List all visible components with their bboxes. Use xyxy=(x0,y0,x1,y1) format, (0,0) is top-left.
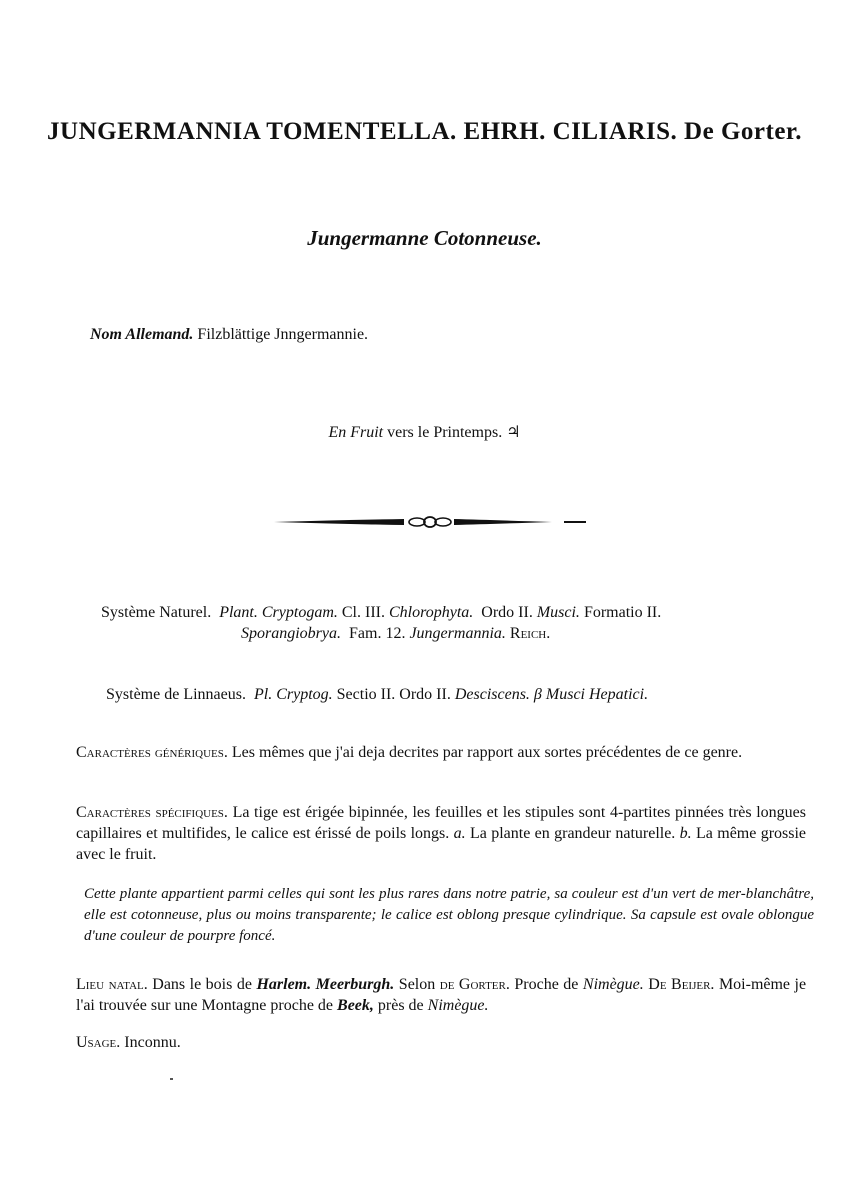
french-common-name: Jungermanne Cotonneuse. xyxy=(307,226,542,250)
ln-harlem: Harlem. Meerburgh. xyxy=(256,976,395,993)
sn-formatio: Formatio II. xyxy=(583,604,662,621)
systeme-linnaeus-label: Système de Linnaeus. xyxy=(106,686,246,703)
sn-musci: Musci. xyxy=(536,604,580,621)
sn-plant: Plant. Cryptogam. xyxy=(219,604,338,621)
fruit-label: En Fruit xyxy=(328,424,384,441)
sl-beta: β xyxy=(533,686,542,703)
sl-musci-hepatici: Musci Hepatici. xyxy=(545,686,649,703)
divider-flourish-icon xyxy=(272,514,592,530)
sl-desciscens: Desciscens. xyxy=(454,686,530,703)
german-name-label: Nom Allemand. xyxy=(90,326,194,343)
ln-t3: Proche de xyxy=(514,976,579,993)
german-name-value: Filzblättige Jnngermannie. xyxy=(197,326,369,343)
ln-beek: Beek, xyxy=(337,997,374,1014)
fruit-value: vers le Printemps. ♃ xyxy=(387,424,521,441)
lieu-natal xyxy=(76,974,806,1016)
ln-label: Lieu natal. xyxy=(76,976,148,993)
systeme-naturel-line1 xyxy=(101,602,781,623)
ornamental-divider xyxy=(272,514,592,534)
cg-label: Caractères génériques. xyxy=(76,744,228,761)
ln-t1: Dans le bois de xyxy=(152,976,252,993)
ln-beijer: De Beijer. xyxy=(648,976,715,993)
ln-gorter: de Gorter. xyxy=(439,976,510,993)
cg-text: Les mêmes que j'ai deja decrites par rapport aux sortes précédentes de ce genre. xyxy=(231,744,743,761)
sn-jungermannia: Jungermannia. xyxy=(409,625,506,642)
usage-value: Inconnu. xyxy=(124,1034,181,1051)
ln-t5: près de xyxy=(377,997,424,1014)
usage-label: Usage. xyxy=(76,1034,121,1051)
cs-text2: La plante en grandeur naturelle. xyxy=(470,825,676,842)
ln-t4: Moi-même je l'ai trouvée sur une Montagne proche de xyxy=(76,976,807,1014)
cs-text1: La tige est érigée bipinnée, les feuilles et les stipules sont 4-partites pinnées très longues capillaires et multifides, le calice est érissé de poils longs. xyxy=(76,804,807,842)
cs-a: a. xyxy=(453,825,466,842)
ln-nimegue1: Nimègue. xyxy=(582,976,644,993)
ln-nimegue2: Nimègue. xyxy=(427,997,489,1014)
systeme-naturel-label: Système Naturel. xyxy=(101,604,212,621)
sn-sporangiobrya: Sporangiobrya. xyxy=(241,625,341,642)
plant-description: Cette plante appartient parmi celles qui sont les plus rares dans notre patrie, sa couleur est d'un vert de mer-blanchâtre, elle est cotonneuse, plus ou moins transparente; le calice est oblong presque cylindrique. Sa capsule est ovale oblongue d'une couleur de pourpre foncé. xyxy=(84,886,814,944)
german-name-line xyxy=(90,326,368,344)
caracteres-specifiques xyxy=(76,802,806,865)
caracteres-generiques xyxy=(76,742,806,763)
sn-ordo: Ordo II. xyxy=(481,604,533,621)
sn-chlorophyta: Chlorophyta. xyxy=(388,604,474,621)
sn-class: Cl. III. xyxy=(341,604,385,621)
systeme-naturel xyxy=(101,602,781,644)
cs-label: Caractères spécifiques. xyxy=(76,804,228,821)
sl-cryptog: Pl. Cryptog. xyxy=(253,686,333,703)
page-title: JUNGERMANNIA TOMENTELLA. EHRH. CILIARIS. De Gorter. xyxy=(47,118,802,145)
ln-t2: Selon xyxy=(398,976,436,993)
sn-fam: Fam. 12. xyxy=(349,625,406,642)
fruiting-season-line xyxy=(0,422,849,442)
sn-reich: Reich. xyxy=(509,625,551,642)
usage xyxy=(76,1032,806,1053)
ink-speck xyxy=(170,1078,173,1080)
systeme-naturel-line2 xyxy=(101,623,781,644)
cs-text3: La même grossie avec le fruit. xyxy=(76,825,807,863)
sl-sectio: Sectio II. Ordo II. xyxy=(336,686,451,703)
systeme-linnaeus xyxy=(106,684,786,705)
cs-b: b. xyxy=(679,825,692,842)
